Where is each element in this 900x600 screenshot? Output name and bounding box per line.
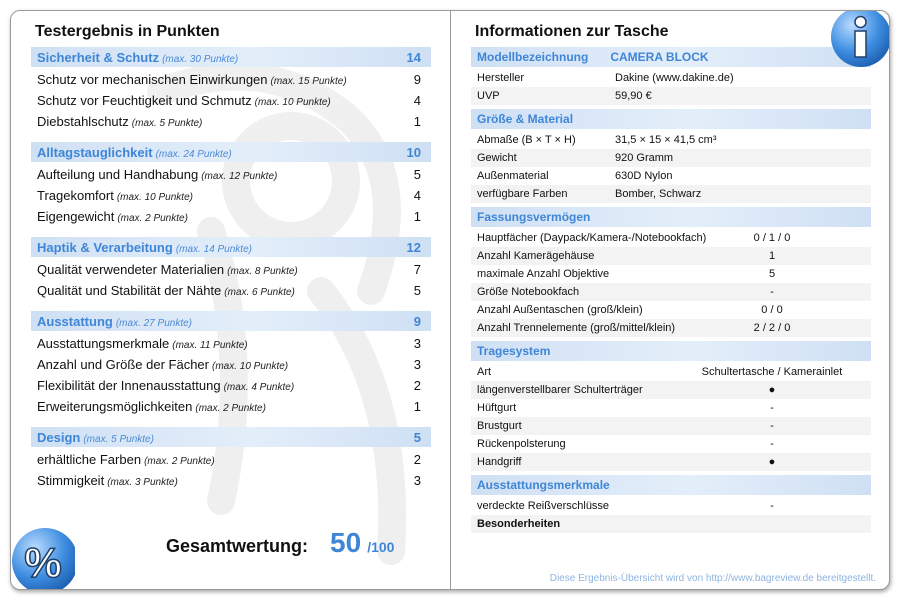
info-column bbox=[471, 21, 871, 537]
score-row bbox=[31, 470, 431, 491]
info-row bbox=[471, 453, 871, 471]
section-header bbox=[31, 47, 431, 67]
info-value: - bbox=[770, 420, 774, 432]
section-header bbox=[31, 142, 431, 162]
score-row bbox=[31, 449, 431, 470]
row-label: Diebstahlschutz bbox=[37, 114, 129, 129]
section-header: Ausstattungsmerkmale bbox=[471, 475, 871, 495]
row-score: 2 bbox=[413, 452, 421, 467]
info-value: 0 / 1 / 0 bbox=[753, 232, 791, 244]
info-row bbox=[471, 381, 871, 399]
info-value: 31,5 × 15 × 41,5 cm³ bbox=[615, 134, 717, 146]
info-row bbox=[471, 87, 871, 105]
info-row bbox=[471, 319, 871, 337]
svg-text:%: % bbox=[24, 539, 62, 586]
info-key: verfügbare Farben bbox=[477, 188, 568, 200]
info-key: Hauptfächer (Daypack/Kamera-/Notebookfach) bbox=[477, 232, 707, 244]
row-score: 4 bbox=[413, 93, 421, 108]
row-score: 3 bbox=[413, 357, 421, 372]
row-max: (max. 4 Punkte) bbox=[223, 382, 295, 393]
row-max: (max. 6 Punkte) bbox=[224, 287, 295, 298]
info-title: Informationen zur Tasche bbox=[475, 23, 669, 40]
row-score: 7 bbox=[413, 262, 421, 277]
score-row bbox=[31, 375, 431, 396]
info-row bbox=[471, 229, 871, 247]
info-row bbox=[471, 435, 871, 453]
score-column bbox=[31, 21, 431, 501]
total-score bbox=[166, 527, 436, 561]
column-divider bbox=[450, 11, 451, 589]
section-title: Ausstattung bbox=[37, 313, 113, 329]
info-value: Dakine (www.dakine.de) bbox=[615, 72, 734, 84]
row-label: Schutz vor mechanischen Einwirkungen bbox=[37, 72, 268, 87]
info-key: Art bbox=[477, 366, 492, 378]
section-score: 5 bbox=[413, 429, 421, 445]
score-row bbox=[31, 185, 431, 206]
score-section-equipment bbox=[31, 311, 431, 417]
special-label: Besonderheiten bbox=[477, 518, 561, 530]
section-title: Haptik & Verarbeitung bbox=[37, 239, 173, 255]
score-row bbox=[31, 111, 431, 132]
row-label: erhältliche Farben bbox=[37, 452, 142, 467]
info-row bbox=[471, 497, 871, 515]
model-value: CAMERA BLOCK bbox=[610, 50, 709, 64]
row-max: (max. 10 Punkte) bbox=[254, 97, 331, 108]
info-key: UVP bbox=[477, 90, 500, 102]
row-max: (max. 2 Punkte) bbox=[144, 456, 215, 467]
info-value: - bbox=[770, 286, 774, 298]
row-max: (max. 2 Punkte) bbox=[195, 403, 266, 414]
row-label: Aufteilung und Handhabung bbox=[37, 167, 199, 182]
row-max: (max. 10 Punkte) bbox=[116, 192, 193, 203]
section-header bbox=[31, 237, 431, 257]
total-value: 50 bbox=[330, 527, 362, 558]
info-key: Außenmaterial bbox=[477, 170, 549, 182]
info-icon bbox=[831, 11, 889, 69]
section-title: Design bbox=[37, 429, 81, 445]
info-key: Größe Notebookfach bbox=[477, 286, 580, 298]
info-key: Anzahl Trennelemente (groß/mittel/klein) bbox=[477, 322, 676, 334]
info-section-model bbox=[471, 47, 871, 105]
info-row bbox=[471, 515, 871, 533]
info-key: Rückenpolsterung bbox=[477, 438, 566, 450]
score-row bbox=[31, 90, 431, 111]
info-section-carry bbox=[471, 341, 871, 471]
info-row bbox=[471, 131, 871, 149]
info-key: Gewicht bbox=[477, 152, 517, 164]
total-label: Gesamtwertung: bbox=[166, 536, 309, 556]
info-key: Abmaße (B × T × H) bbox=[477, 134, 576, 146]
row-score: 4 bbox=[413, 188, 421, 203]
score-row bbox=[31, 396, 431, 417]
score-section-design bbox=[31, 427, 431, 491]
info-value: Schultertasche / Kamerainlet bbox=[701, 366, 843, 378]
info-section-capacity bbox=[471, 207, 871, 337]
score-row bbox=[31, 280, 431, 301]
row-label: Qualität und Stabilität der Nähte bbox=[37, 283, 222, 298]
info-value: - bbox=[770, 500, 774, 512]
review-card bbox=[10, 10, 890, 590]
section-max: (max. 5 Punkte) bbox=[83, 433, 154, 445]
row-max: (max. 11 Punkte) bbox=[172, 340, 248, 351]
score-section-safety bbox=[31, 47, 431, 132]
section-max: (max. 14 Punkte) bbox=[175, 243, 252, 255]
info-row bbox=[471, 247, 871, 265]
model-label: Modellbezeichnung bbox=[477, 50, 589, 64]
section-header: Fassungsvermögen bbox=[471, 207, 871, 227]
info-row bbox=[471, 265, 871, 283]
section-header bbox=[31, 427, 431, 447]
score-row bbox=[31, 354, 431, 375]
score-row bbox=[31, 69, 431, 90]
info-key: maximale Anzahl Objektive bbox=[477, 268, 610, 280]
info-row bbox=[471, 149, 871, 167]
row-score: 1 bbox=[413, 399, 421, 414]
row-label: Ausstattungsmerkmale bbox=[37, 336, 170, 351]
row-score: 3 bbox=[413, 473, 421, 488]
section-score: 10 bbox=[406, 144, 421, 160]
row-label: Eigengewicht bbox=[37, 209, 115, 224]
info-value: 2 / 2 / 0 bbox=[753, 322, 791, 334]
info-key: Hersteller bbox=[477, 72, 525, 84]
section-max: (max. 30 Punkte) bbox=[162, 53, 239, 65]
total-max: /100 bbox=[367, 539, 395, 555]
info-row bbox=[471, 363, 871, 381]
row-label: Tragekomfort bbox=[37, 188, 114, 203]
info-key: Anzahl Kamerägehäuse bbox=[477, 250, 595, 262]
row-label: Flexibilität der Innenausstattung bbox=[37, 378, 221, 393]
info-row bbox=[471, 167, 871, 185]
row-label: Erweiterungsmöglichkeiten bbox=[37, 399, 193, 414]
info-row bbox=[471, 69, 871, 87]
footer-credit: Diese Ergebnis-Übersicht wird von http://www.bagreview.de bereitgestellt. bbox=[549, 573, 876, 584]
row-max: (max. 5 Punkte) bbox=[131, 118, 203, 129]
section-max: (max. 24 Punkte) bbox=[155, 148, 232, 160]
row-max: (max. 12 Punkte) bbox=[201, 171, 278, 182]
info-value: Bomber, Schwarz bbox=[615, 188, 702, 200]
row-score: 1 bbox=[413, 209, 421, 224]
section-header: Größe & Material bbox=[471, 109, 871, 129]
score-row bbox=[31, 333, 431, 354]
row-score: 5 bbox=[413, 283, 421, 298]
row-label: Anzahl und Größe der Fächer bbox=[37, 357, 209, 372]
section-score: 14 bbox=[406, 49, 421, 65]
info-value: 0 / 0 bbox=[761, 304, 783, 316]
info-row bbox=[471, 417, 871, 435]
info-section-features bbox=[471, 475, 871, 533]
info-value: 5 bbox=[768, 268, 776, 280]
row-label: Stimmigkeit bbox=[37, 473, 105, 488]
row-max: (max. 3 Punkte) bbox=[107, 477, 178, 488]
row-score: 1 bbox=[413, 114, 421, 129]
percent-icon bbox=[11, 527, 75, 590]
row-score: 9 bbox=[413, 72, 421, 87]
info-row bbox=[471, 399, 871, 417]
score-section-workmanship bbox=[31, 237, 431, 301]
section-title: Sicherheit & Schutz bbox=[37, 49, 160, 65]
section-max: (max. 27 Punkte) bbox=[115, 317, 192, 329]
row-max: (max. 2 Punkte) bbox=[117, 213, 188, 224]
section-header: Tragesystem bbox=[471, 341, 871, 361]
row-score: 3 bbox=[413, 336, 421, 351]
row-score: 2 bbox=[413, 378, 421, 393]
info-row bbox=[471, 283, 871, 301]
info-value: ● bbox=[768, 456, 776, 468]
row-label: Schutz vor Feuchtigkeit und Schmutz bbox=[37, 93, 252, 108]
section-score: 12 bbox=[406, 239, 421, 255]
row-max: (max. 8 Punkte) bbox=[227, 266, 298, 277]
section-title: Alltagstauglichkeit bbox=[37, 144, 153, 160]
info-value: - bbox=[770, 438, 774, 450]
row-max: (max. 10 Punkte) bbox=[211, 361, 289, 372]
info-key: Brustgurt bbox=[477, 420, 522, 432]
score-section-everyday bbox=[31, 142, 431, 227]
info-key: längenverstellbarer Schulterträger bbox=[477, 384, 643, 396]
info-value: ● bbox=[768, 384, 776, 396]
row-label: Qualität verwendeter Materialien bbox=[37, 262, 225, 277]
info-value: 920 Gramm bbox=[615, 152, 674, 164]
row-max: (max. 15 Punkte) bbox=[270, 76, 347, 87]
info-key: verdeckte Reißverschlüsse bbox=[477, 500, 610, 512]
score-row bbox=[31, 206, 431, 227]
info-key: Hüftgurt bbox=[477, 402, 517, 414]
info-section-size bbox=[471, 109, 871, 203]
info-value: 1 bbox=[768, 250, 776, 262]
section-header bbox=[31, 311, 431, 331]
score-row bbox=[31, 259, 431, 280]
row-score: 5 bbox=[413, 167, 421, 182]
info-value: 59,90 € bbox=[615, 90, 652, 102]
info-key: Anzahl Außentaschen (groß/klein) bbox=[477, 304, 643, 316]
model-header bbox=[471, 47, 871, 67]
info-value: - bbox=[770, 402, 774, 414]
info-row bbox=[471, 185, 871, 203]
info-key: Handgriff bbox=[477, 456, 522, 468]
info-row bbox=[471, 301, 871, 319]
info-value: 630D Nylon bbox=[615, 170, 673, 182]
score-title: Testergebnis in Punkten bbox=[35, 23, 220, 40]
section-score: 9 bbox=[413, 313, 421, 329]
score-row bbox=[31, 164, 431, 185]
